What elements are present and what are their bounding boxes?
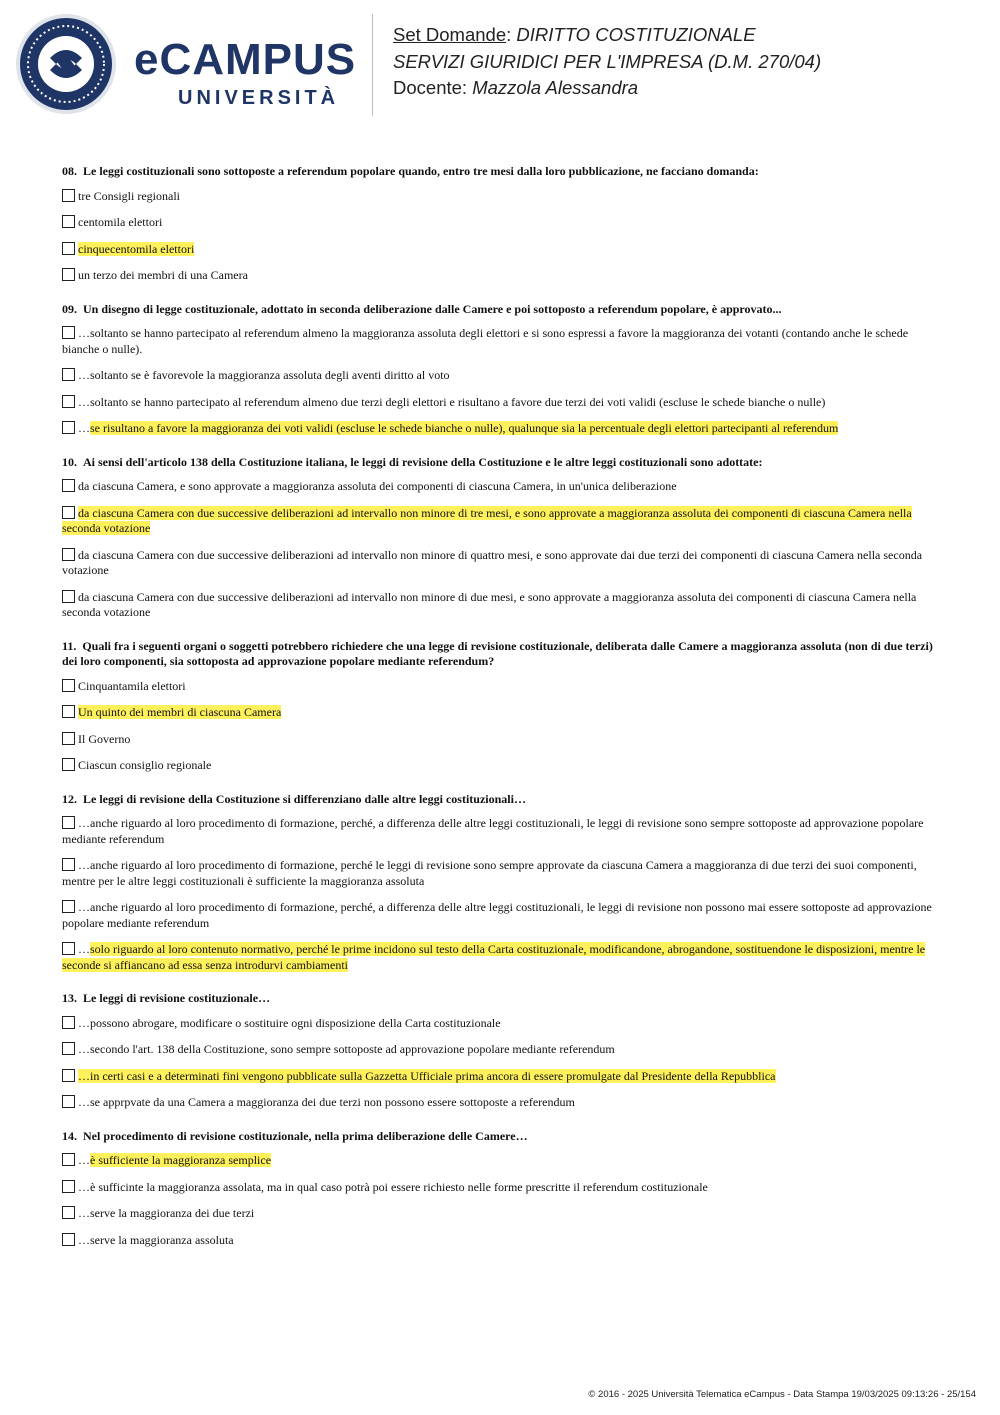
question-title [62,792,938,808]
answer-text-correct: se risultano a favore la maggioranza dei voti validi (escluse le schede bianche o nulle), qualunque sia la percentuale degli elettori partecipanti al referendum [90,421,839,435]
question-number: 13. [62,991,77,1005]
answer-option[interactable] [62,1206,938,1222]
answer-checkbox[interactable] [62,1153,75,1166]
answer-text: …soltanto se hanno partecipato al referendum almeno due terzi degli elettori e risultano a favore due terzi dei voti validi (escluse le schede bianche o nulle) [78,394,826,409]
answer-checkbox[interactable] [62,1180,75,1193]
question-number: 11. [62,638,77,653]
question-text: Nel procedimento di revisione costituzionale, nella prima deliberazione delle Camere… [83,1128,528,1143]
answer-checkbox[interactable] [62,1042,75,1055]
answer-checkbox[interactable] [62,858,75,871]
question-title [62,1129,938,1145]
answer-text: …soltanto se hanno partecipato al referendum almeno la maggioranza assoluta degli elettori e si sono espressi a favore la maggioranza dei votanti (contando anche le schede bianche o nulle). [62,326,909,356]
question-list [62,164,938,1266]
answer-text: …anche riguardo al loro procedimento di formazione, perché, a differenza delle altre leggi costituzionali, le leggi di revisione non possono mai essere sottoposte ad approvazione popolare mediante referendum [62,900,932,930]
answer-option[interactable] [62,268,938,284]
question-text: Le leggi di revisione della Costituzione si differenziano dalle altre leggi costituzionali… [83,791,526,806]
question-number: 08. [62,164,77,178]
answer-option[interactable] [62,1016,938,1032]
subject-name: DIRITTO COSTITUZIONALE [516,24,756,45]
answer-checkbox[interactable] [62,395,75,408]
logo-subtitle: UNIVERSITÀ [178,87,340,109]
question-block [62,991,938,1111]
answer-text-correct: cinquecentomila elettori [78,241,195,256]
question-text: Le leggi costituzionali sono sottoposte a referendum popolare quando, entro tre mesi dalla loro pubblicazione, ne facciano domanda: [83,164,759,178]
answer-text: …secondo l'art. 138 della Costituzione, sono sempre sottoposte ad approvazione popolare mediante referendum [78,1042,615,1056]
header-divider [372,14,373,116]
answer-text-correct: da ciascuna Camera con due successive deliberazioni ad intervallo non minore di tre mesi, e sono approvate a maggioranza assoluta dei componenti di ciascuna Camera nella seconda votazione [62,505,912,535]
answer-checkbox[interactable] [62,1016,75,1029]
answer-checkbox[interactable] [62,242,75,255]
question-block [62,455,938,621]
answer-option[interactable] [62,732,938,748]
teacher-name: Mazzola Alessandra [472,77,639,98]
answer-option[interactable] [62,590,938,621]
header-info [393,22,821,102]
answer-option[interactable] [62,758,938,774]
question-text: Le leggi di revisione costituzionale… [83,991,271,1005]
page-footer: © 2016 - 2025 Università Telematica eCampus - Data Stampa 19/03/2025 09:13:26 - 25/154 [588,1389,976,1400]
answer-option[interactable] [62,816,938,847]
teacher-line [393,75,821,102]
question-title [62,455,938,471]
teacher-label: Docente: [393,77,468,98]
answer-text: …anche riguardo al loro procedimento di formazione, perché le leggi di revisione sono sempre approvate da ciascuna Camera a maggioranza di due terzi dei suoi componenti, mentre per le altre leggi costituzionali è sufficiente la maggioranza assoluta [62,858,917,888]
answer-text: …anche riguardo al loro procedimento di formazione, perché, a differenza delle altre leggi costituzionali, le leggi di revisione sono sempre sottoposte ad approvazione popolare mediante referendum [62,816,924,846]
answer-option[interactable] [62,679,938,695]
answer-checkbox[interactable] [62,479,75,492]
answer-checkbox[interactable] [62,215,75,228]
answer-option[interactable] [62,326,938,357]
answer-option[interactable] [62,242,938,258]
course-line [393,49,821,76]
answer-text-correct: è sufficiente la maggioranza semplice [90,1153,272,1167]
answer-option[interactable] [62,548,938,579]
question-number: 09. [62,301,77,316]
answer-text: Cinquantamila elettori [78,678,186,693]
answer-checkbox[interactable] [62,732,75,745]
answer-text: …soltanto se è favorevole la maggioranza assoluta degli aventi diritto al voto [78,368,450,382]
question-title [62,302,938,318]
question-text: Un disegno di legge costituzionale, adottato in seconda deliberazione dalle Camere e poi sottoposto a referendum popolare, è approvato... [83,301,782,316]
answer-text-correct: …in certi casi e a determinati fini vengono pubblicate sulla Gazzetta Ufficiale prima ancora di essere promulgate dal Presidente della Repubblica [78,1068,776,1083]
answer-text-correct: solo riguardo al loro contenuto normativo, perché le prime incidono sul testo della Carta costituzionale, modificandone, abrogandone, sostituendone le disposizioni, mentre le seconde si affiancano ad essa senza introdurvi cambiamenti [62,942,926,972]
answer-checkbox[interactable] [62,590,75,603]
ecampus-logo [14,12,364,120]
question-block [62,164,938,284]
answer-checkbox[interactable] [62,421,75,434]
answer-checkbox[interactable] [62,1095,75,1108]
question-title [62,164,938,180]
answer-text: centomila elettori [78,215,163,229]
answer-option[interactable] [62,421,938,437]
answer-text: …possono abrogare, modificare o sostituire ogni disposizione della Carta costituzionale [78,1015,501,1030]
answer-checkbox[interactable] [62,705,75,718]
answer-checkbox[interactable] [62,268,75,281]
question-title [62,639,938,670]
answer-option[interactable] [62,1069,938,1085]
answer-option[interactable] [62,506,938,537]
answer-option[interactable] [62,1153,938,1169]
answer-option[interactable] [62,1180,938,1196]
answer-option[interactable] [62,189,938,205]
answer-prefix: … [78,421,90,435]
logo-wordmark: eCAMPUS [134,35,357,84]
answer-text: da ciascuna Camera con due successive deliberazioni ad intervallo non minore di due mesi, e sono approvate a maggioranza assoluta dei componenti di ciascuna Camera nella seconda votazione [62,589,917,619]
question-number: 12. [62,791,77,806]
question-text: Quali fra i seguenti organi o soggetti potrebbero richiedere che una legge di revisione costituzionale, deliberata dalle Camere a maggioranza assoluta (non di due terzi) dei loro componenti, sia sottoposta ad approvazione popolare mediante referendum? [62,638,933,668]
answer-option[interactable] [62,1233,938,1249]
answer-text: da ciascuna Camera con due successive deliberazioni ad intervallo non minore di quattro mesi, e sono approvate dai due terzi dei componenti di ciascuna Camera nella seconda votazione [62,547,923,577]
question-block [62,302,938,437]
question-block [62,639,938,774]
question-text: Ai sensi dell'articolo 138 della Costituzione italiana, le leggi di revisione della Costituzione e le altre leggi costituzionali sono adottate: [83,454,763,469]
answer-prefix: … [78,1153,90,1167]
answer-checkbox[interactable] [62,548,75,561]
answer-checkbox[interactable] [62,900,75,913]
answer-checkbox[interactable] [62,1206,75,1219]
answer-text: …serve la maggioranza assoluta [78,1232,234,1247]
set-line: Set Domande: DIRITTO COSTITUZIONALE [393,24,756,45]
university-seal-icon [14,12,118,116]
answer-option[interactable] [62,215,938,231]
answer-checkbox[interactable] [62,679,75,692]
answer-checkbox[interactable] [62,506,75,519]
answer-text: un terzo dei membri di una Camera [78,268,248,282]
answer-option[interactable] [62,900,938,931]
answer-text: da ciascuna Camera, e sono approvate a maggioranza assoluta dei componenti di ciascuna Camera, in un'unica deliberazione [78,479,677,493]
answer-checkbox[interactable] [62,1233,75,1246]
answer-text: Ciascun consiglio regionale [78,758,212,772]
answer-checkbox[interactable] [62,368,75,381]
answer-checkbox[interactable] [62,189,75,202]
answer-checkbox[interactable] [62,816,75,829]
answer-checkbox[interactable] [62,758,75,771]
question-number: 14. [62,1128,77,1143]
answer-text-correct: Un quinto dei membri di ciascuna Camera [78,705,282,719]
answer-text: tre Consigli regionali [78,188,180,203]
answer-text: …è sufficinte la maggioranza assolata, ma in qual caso potrà poi essere richiesto nelle forme prescritte il referendum costituzionale [78,1179,708,1194]
answer-option[interactable] [62,1095,938,1111]
answer-text: Il Governo [78,731,131,746]
answer-checkbox[interactable] [62,326,75,339]
question-number: 10. [62,454,77,469]
question-block [62,792,938,974]
course-name: SERVIZI GIURIDICI PER L'IMPRESA (D.M. 270/04) [393,50,822,72]
answer-option[interactable] [62,368,938,384]
answer-option[interactable] [62,395,938,411]
answer-checkbox[interactable] [62,1069,75,1082]
answer-option[interactable] [62,858,938,889]
set-label: Set Domande [393,24,507,45]
answer-option[interactable] [62,942,938,973]
answer-checkbox[interactable] [62,942,75,955]
question-block [62,1129,938,1249]
answer-text: …se apprpvate da una Camera a maggioranza dei due terzi non possono essere sottoposte a referendum [78,1095,575,1109]
answer-text: …serve la maggioranza dei due terzi [78,1206,255,1220]
answer-prefix: … [78,942,90,956]
page-header [0,0,1000,130]
answer-option[interactable] [62,705,938,721]
answer-option[interactable] [62,1042,938,1058]
question-title [62,991,938,1007]
answer-option[interactable] [62,479,938,495]
